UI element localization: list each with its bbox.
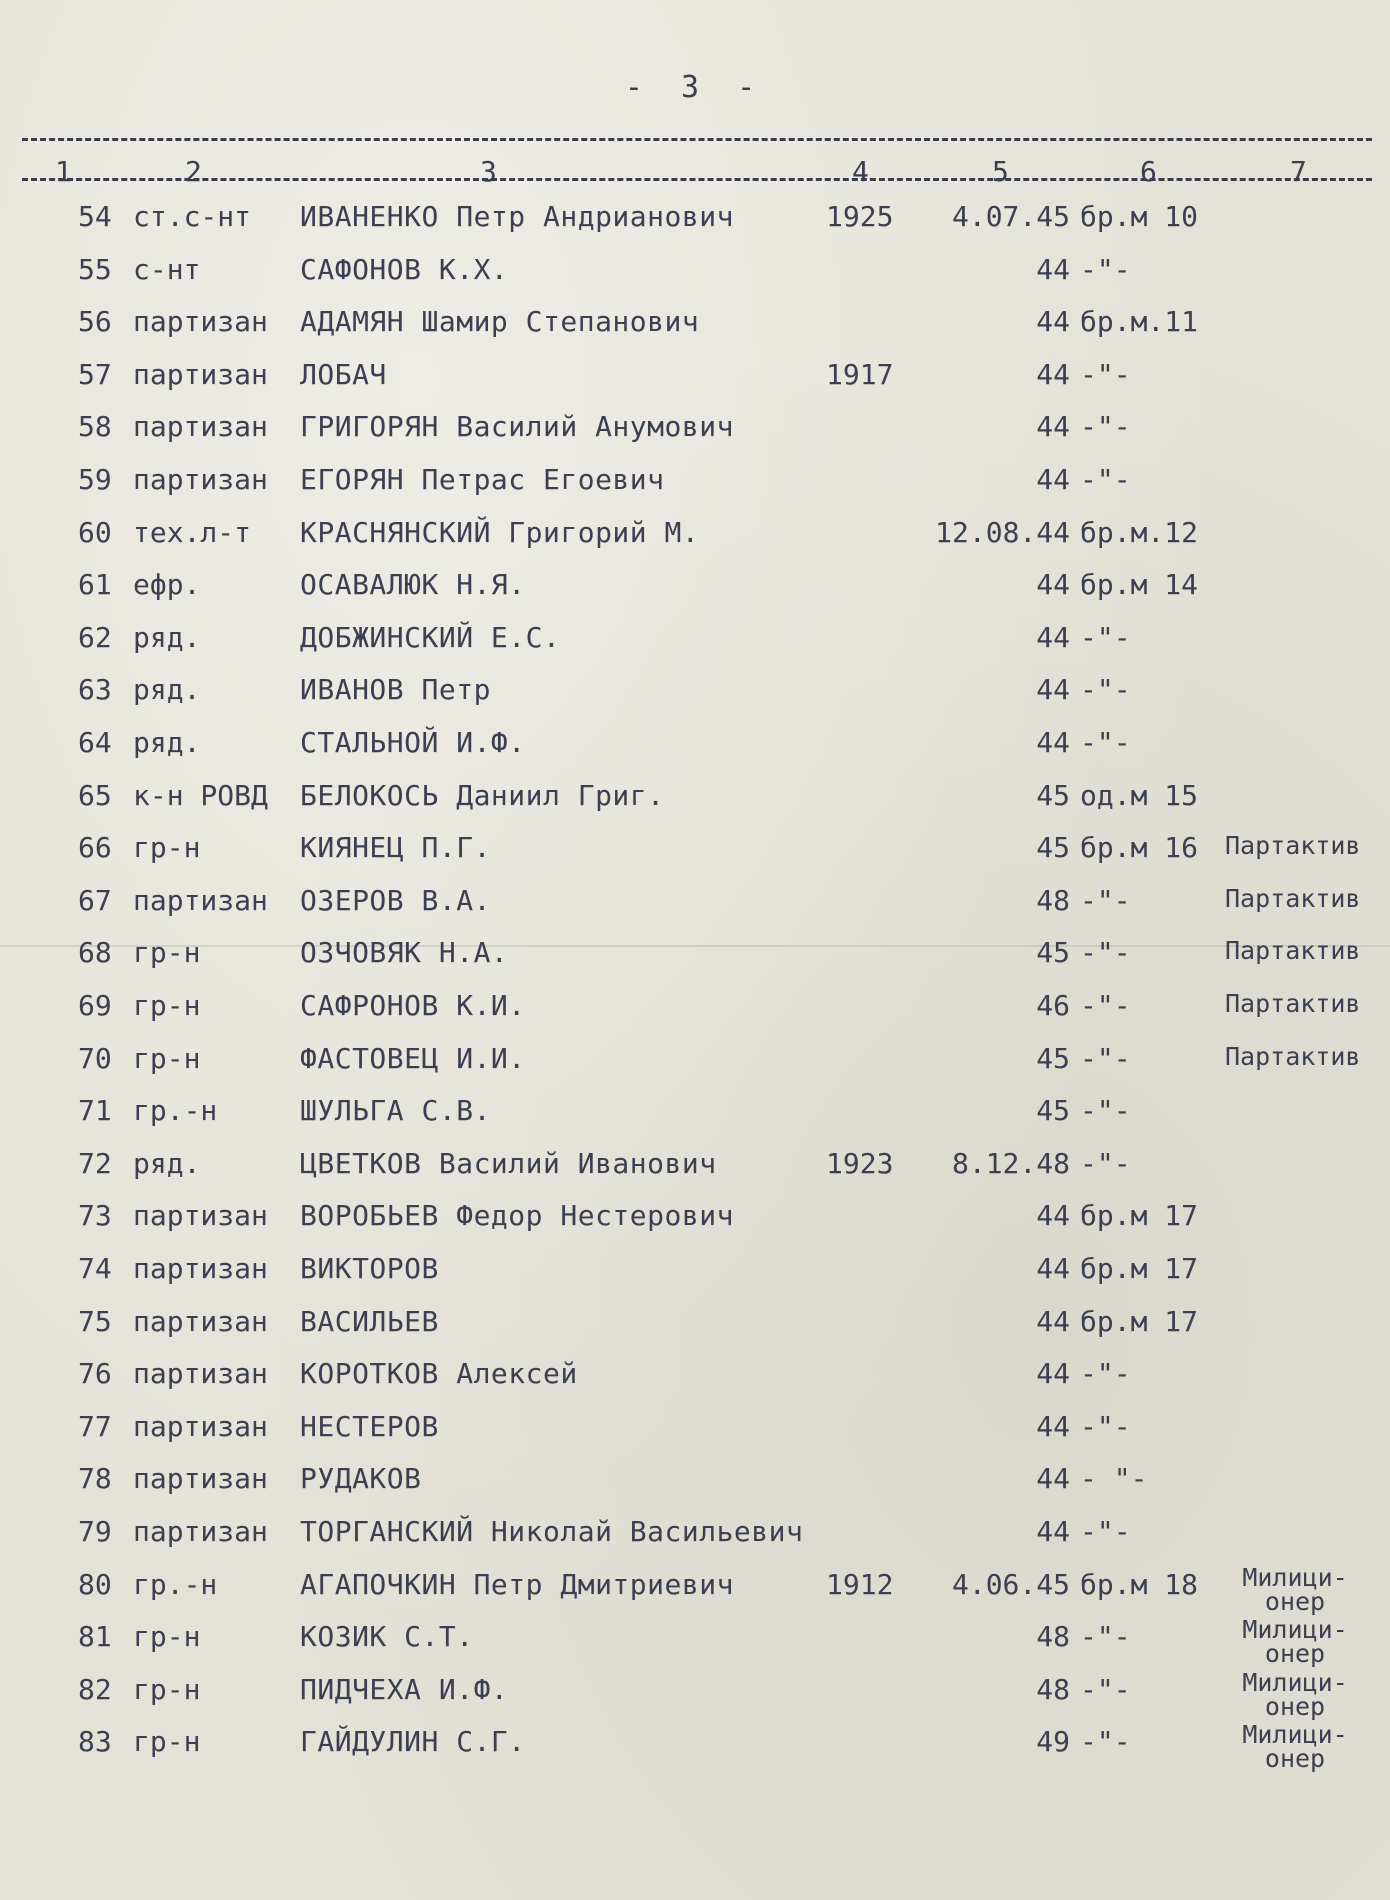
row-note: бр.м.12 [1080,515,1199,549]
row-date: 44 [1036,568,1070,602]
row-name: САФОНОВ К.Х. [300,252,509,286]
row-remark-line: онер [1264,1691,1326,1721]
row-note: -"- [1080,726,1131,759]
row-number: 59 [78,463,112,496]
row-note: бр.м 16 [1080,831,1199,865]
row-date: 45 [1036,936,1070,970]
row-number: 78 [78,1462,112,1496]
row-remark [1225,1615,1365,1669]
row-name: ОЗЧОВЯК Н.А. [300,936,509,970]
table-row [0,779,1390,831]
row-number: 58 [78,410,112,444]
column-header-5: 5 [992,155,1009,188]
row-name: ОЗЕРОВ В.А. [300,883,491,917]
row-note: -"- [1080,936,1131,970]
table-row [0,1252,1390,1304]
row-remark-line: Милици- [1242,1720,1348,1750]
table-row [0,1667,1390,1725]
row-note: -"- [1080,1409,1131,1443]
row-note: -"- [1080,252,1131,286]
table-row [0,1615,1390,1672]
row-number: 63 [78,673,112,707]
row-note: -"- [1080,410,1131,444]
row-number: 77 [78,1409,112,1443]
row-note: -"- [1080,1515,1131,1548]
row-name: АДАМЯН Шамир Степанович [300,305,700,339]
row-rank: с-нт [133,252,201,286]
row-note: -"- [1080,989,1131,1022]
table-row [0,1094,1390,1146]
row-number: 79 [78,1515,112,1548]
row-name: КИЯНЕЦ П.Г. [300,831,491,865]
row-date: 44 [1036,726,1070,759]
row-number: 68 [78,936,112,970]
row-rank: ряд. [133,726,201,759]
row-rank: гр-н [133,989,201,1022]
row-number: 54 [78,200,112,233]
column-header-7: 7 [1290,155,1307,188]
row-rank: гр-н [133,1672,201,1706]
table-row [0,305,1390,357]
row-number: 55 [78,252,112,286]
row-number: 60 [78,515,112,549]
row-date: 44 [1036,357,1070,391]
row-note: -"- [1080,1620,1131,1654]
row-name: ДОБЖИНСКИЙ Е.С. [300,620,561,654]
row-name: КОРОТКОВ Алексей [300,1357,578,1391]
row-note: -"- [1080,1094,1131,1128]
table-row [0,1042,1390,1094]
row-number: 81 [78,1620,112,1654]
row-year: 1912 [826,1567,894,1601]
row-name: САФРОНОВ К.И. [300,989,526,1022]
table-row [0,1199,1390,1251]
row-number: 70 [78,1041,112,1075]
row-rank: гр.-н [133,1567,218,1601]
column-header-1: 1 [55,155,72,188]
row-name: ЛОБАЧ [300,357,387,391]
row-name: ВИКТОРОВ [300,1252,439,1285]
row-number: 57 [78,357,112,391]
row-rank: партизан [133,305,268,339]
row-date: 48 [1036,1620,1070,1654]
row-number: 82 [78,1672,112,1706]
table-row [0,673,1390,725]
table-row [0,410,1390,462]
row-note: од.м 15 [1080,778,1199,812]
row-date: 49 [1036,1725,1070,1759]
row-name: ИВАНОВ Петр [300,673,491,707]
row-name: НЕСТЕРОВ [300,1409,439,1443]
row-name: АГАПОЧКИН Петр Дмитриевич [300,1567,734,1601]
column-header-2: 2 [185,155,202,188]
row-name: ВОРОБЬЕВ Федор Нестерович [300,1199,734,1233]
row-name: ЦВЕТКОВ Василий Иванович [300,1146,717,1180]
table-row [0,463,1390,515]
row-remark [1225,1667,1365,1721]
row-number: 74 [78,1252,112,1285]
row-date: 12.08.44 [935,515,1070,549]
row-date: 44 [1036,1199,1070,1233]
row-note: бр.м 17 [1080,1252,1199,1285]
row-note: -"- [1080,1041,1131,1075]
row-date: 44 [1036,463,1070,496]
table-row [0,726,1390,778]
row-date: 45 [1036,1094,1070,1128]
row-rank: ефр. [133,568,201,602]
row-name: ФАСТОВЕЦ И.И. [300,1041,526,1075]
row-rank: партизан [133,1409,268,1443]
row-rank: партизан [133,883,268,917]
row-name: КОЗИК С.Т. [300,1620,474,1654]
row-rank: гр-н [133,1725,201,1759]
row-rank: партизан [133,1252,268,1285]
row-remark-line: Милици- [1242,1562,1348,1592]
row-rank: партизан [133,357,268,391]
row-number: 69 [78,989,112,1022]
row-rank: партизан [133,1515,268,1548]
row-date: 4.07.45 [951,200,1070,233]
row-note: -"- [1080,463,1131,496]
row-name: ШУЛЬГА С.В. [300,1094,491,1128]
row-number: 67 [78,883,112,917]
row-note: бр.м 17 [1080,1199,1199,1233]
row-rank: ряд. [133,1146,201,1180]
row-number: 72 [78,1146,112,1180]
column-header-4: 4 [852,155,869,188]
row-date: 8.12.48 [951,1146,1070,1180]
table-row [0,884,1390,936]
table-row [0,358,1390,410]
column-header-3: 3 [480,155,497,188]
row-number: 65 [78,778,112,812]
row-rank: ряд. [133,620,201,654]
table-row [0,621,1390,673]
row-name: РУДАКОВ [300,1462,422,1496]
row-remark: Партактив [1225,989,1361,1018]
row-remark-line: онер [1264,1744,1326,1774]
page-number: - 3 - [624,70,766,105]
row-remark: Партактив [1225,831,1361,861]
row-date: 44 [1036,1304,1070,1338]
row-number: 64 [78,726,112,759]
row-name: ВАСИЛЬЕВ [300,1304,439,1338]
row-rank: гр-н [133,1041,201,1075]
row-number: 62 [78,620,112,654]
row-date: 48 [1036,1672,1070,1706]
row-date: 44 [1036,620,1070,654]
row-number: 61 [78,568,112,602]
row-year: 1923 [826,1146,894,1180]
header-rule-top [22,138,1372,141]
row-rank: гр-н [133,936,201,970]
row-rank: партизан [133,410,268,444]
table-row [0,516,1390,568]
row-note: -"- [1080,1146,1131,1180]
row-note: -"- [1080,1725,1131,1759]
row-date: 45 [1036,778,1070,812]
row-rank: гр.-н [133,1094,218,1128]
row-name: ГРИГОРЯН Василий Анумович [300,410,734,444]
row-remark [1225,1562,1365,1616]
row-note: - "- [1080,1462,1148,1496]
row-rank: партизан [133,463,268,496]
row-date: 46 [1036,989,1070,1022]
row-number: 56 [78,305,112,339]
row-name: БЕЛОКОСЬ Даниил Григ. [300,778,665,812]
row-number: 73 [78,1199,112,1233]
header-rule-bottom [22,178,1372,181]
row-note: -"- [1080,357,1131,391]
row-date: 44 [1036,1252,1070,1285]
table-row [0,568,1390,620]
row-rank: партизан [133,1357,268,1391]
row-note: -"- [1080,673,1131,707]
row-rank: гр-н [133,1620,201,1654]
row-rank: к-н РОВД [133,778,268,812]
table-row [0,1410,1390,1462]
row-date: 45 [1036,1041,1070,1075]
column-header-6: 6 [1140,155,1157,188]
row-year: 1917 [826,357,894,391]
row-name: ПИДЧЕХА И.Ф. [300,1672,509,1706]
row-date: 44 [1036,1409,1070,1443]
row-date: 44 [1036,305,1070,339]
row-remark: Партактив [1225,1041,1361,1071]
row-name: ОСАВАЛЮК Н.Я. [300,568,526,602]
table-row [0,989,1390,1041]
row-rank: тех.л-т [133,515,252,549]
row-date: 48 [1036,883,1070,917]
row-rank: партизан [133,1462,268,1496]
row-name: СТАЛЬНОЙ И.Ф. [300,726,526,759]
table-row [0,1357,1390,1409]
row-remark-line: Милици- [1242,1615,1348,1645]
row-remark [1225,1720,1365,1774]
row-name: ТОРГАНСКИЙ Николай Васильевич [300,1515,804,1548]
row-rank: партизан [133,1199,268,1233]
row-date: 44 [1036,1515,1070,1548]
row-number: 76 [78,1357,112,1391]
row-rank: партизан [133,1304,268,1338]
row-remark-line: онер [1264,1586,1326,1616]
row-name: ИВАНЕНКО Петр Андрианович [300,200,734,233]
row-remark: Партактив [1225,883,1361,913]
table-row [0,1515,1390,1567]
table-row [0,1305,1390,1357]
row-note: -"- [1080,1357,1131,1391]
row-number: 75 [78,1304,112,1338]
row-note: -"- [1080,620,1131,654]
row-date: 44 [1036,1357,1070,1391]
row-date: 44 [1036,252,1070,286]
row-remark-line: онер [1264,1639,1326,1669]
row-rank: гр-н [133,831,201,865]
table-row [0,200,1390,252]
table-row [0,1147,1390,1199]
row-note: бр.м 17 [1080,1304,1199,1338]
table-row [0,1562,1390,1620]
row-date: 45 [1036,831,1070,865]
row-year: 1925 [826,200,894,233]
row-remark: Партактив [1225,936,1361,966]
row-number: 71 [78,1094,112,1128]
row-note: бр.м 10 [1080,200,1199,233]
row-number: 66 [78,831,112,865]
row-remark-line: Милици- [1242,1667,1348,1697]
table-row [0,936,1390,988]
row-date: 44 [1036,673,1070,707]
row-name: КРАСНЯНСКИЙ Григорий М. [300,515,700,549]
row-rank: ряд. [133,673,201,707]
row-note: -"- [1080,1672,1131,1706]
row-name: ЕГОРЯН Петрас Егоевич [300,463,665,496]
row-note: бр.м 14 [1080,568,1199,602]
row-date: 44 [1036,1462,1070,1496]
row-number: 80 [78,1567,112,1601]
row-rank: ст.с-нт [133,200,252,233]
table-row [0,831,1390,883]
row-note: бр.м.11 [1080,305,1199,339]
table-row [0,1720,1390,1777]
row-date: 4.06.45 [951,1567,1070,1601]
row-note: -"- [1080,883,1131,917]
row-date: 44 [1036,410,1070,444]
row-name: ГАЙДУЛИН С.Г. [300,1725,526,1759]
row-note: бр.м 18 [1080,1567,1199,1601]
row-number: 83 [78,1725,112,1759]
table-row [0,1462,1390,1514]
table-row [0,253,1390,305]
